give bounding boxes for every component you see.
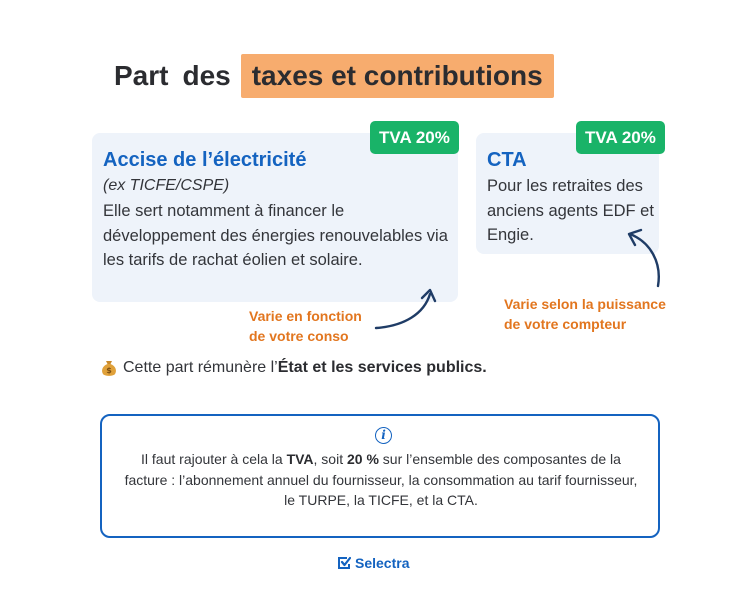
info-text-part: , soit: [313, 451, 347, 467]
remuneration-line: [101, 359, 487, 377]
cta-heading: CTA: [487, 149, 527, 171]
remuneration-text: Cette part rémunère l’: [123, 359, 278, 376]
svg-text:$: $: [106, 366, 112, 375]
tva-info-box: [100, 414, 660, 538]
page-title: [114, 52, 554, 100]
info-text-rate: 20 %: [347, 451, 379, 467]
info-text-part: Il faut rajouter à cela la: [141, 451, 287, 467]
accise-subtitle: (ex TICFE/CSPE): [103, 177, 230, 194]
curved-arrow-icon: [372, 286, 442, 332]
accise-note-line-1: Varie en fonction: [249, 308, 362, 324]
cta-variation-note: [504, 294, 694, 334]
brand-name: Selectra: [355, 555, 410, 571]
info-text-tva: TVA: [286, 451, 314, 467]
info-text-part: sur l’ensemble des composantes de la facture : l’abonnement annuel du fournisseur, la consommation au tarif fournisseur, le TURPE, la TICFE, et la CTA.: [124, 451, 638, 508]
title-word-des: des: [182, 60, 231, 91]
info-icon: i: [375, 427, 392, 444]
accise-note-line-2: de votre conso: [249, 328, 349, 344]
accise-card: [92, 133, 458, 302]
accise-description: Elle sert notamment à financer le développement des énergies renouvelables via les tarifs de rachat éolien et solaire.: [103, 202, 448, 269]
cta-description: Pour les retraites des anciens agents EDF et Engie.: [487, 177, 654, 244]
cta-note-line-1: Varie selon la puissance: [504, 296, 666, 312]
accise-variation-note: [249, 306, 389, 346]
curved-arrow-icon: [620, 226, 670, 292]
cta-tva-badge: TVA 20%: [576, 121, 665, 154]
accise-heading: Accise de l’électricité: [103, 149, 307, 171]
selectra-logo-icon: [337, 556, 351, 570]
cta-note-line-2: de votre compteur: [504, 316, 627, 332]
tva-info-text: [120, 449, 642, 511]
remuneration-bold-text: État et les services publics.: [277, 359, 487, 376]
money-bag-icon: [101, 359, 117, 377]
title-word-part: Part: [114, 60, 169, 91]
accise-tva-badge: TVA 20%: [370, 121, 459, 154]
title-highlight: taxes et contributions: [241, 54, 554, 98]
selectra-logo: [337, 555, 409, 571]
